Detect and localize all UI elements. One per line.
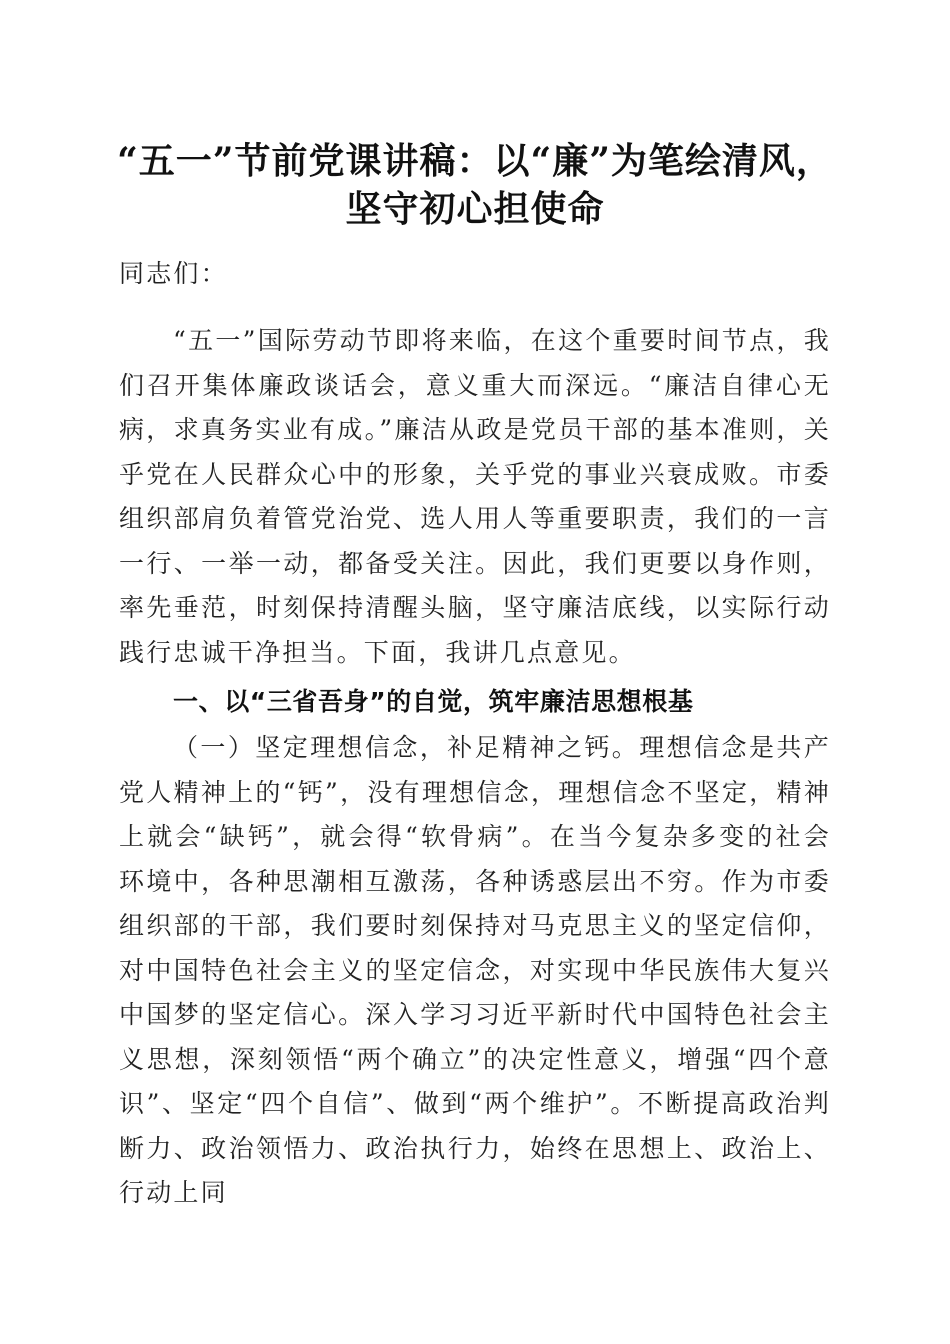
document-title-line-2: 坚守初心担使命 — [345, 188, 605, 230]
paragraph-intro: “五一”国际劳动节即将来临，在这个重要时间节点，我们召开集体廉政谈话会，意义重大而深远。“廉洁自律心无病，求真务实业有成。”廉洁从政是党员干部的基本准则，关乎党在人民群众心中的形象，关乎党的事业兴衰成败。市委组织部肩负着管党治党、选人用人等重要职责，我们的一言一行、一举一动，都备受关注。因此，我们更要以身作则，率先垂范，时刻保持清醒头脑，坚守廉洁底线，以实际行动践行忠诚干净担当。下面，我讲几点意见。 — [119, 326, 831, 667]
salutation: 同志们： — [119, 259, 228, 288]
document-title-line-1: “五一”节前党课讲稿：以“廉”为笔绘清风， — [117, 140, 833, 182]
section-heading-1: 一、以“三省吾身”的自觉，筑牢廉洁思想根基 — [173, 687, 694, 716]
paragraph-section-1-1: （一）坚定理想信念，补足精神之钙。理想信念是共产党人精神上的“钙”，没有理想信念，理想信念不坚定，精神上就会“缺钙”，就会得“软骨病”。在当今复杂多变的社会环境中，各种思潮相互激荡，各种诱惑层出不穷。作为市委组织部的干部，我们要时刻保持对马克思主义的坚定信仰，对中国特色社会主义的坚定信念，对实现中华民族伟大复兴中国梦的坚定信心。深入学习习近平新时代中国特色社会主义思想，深刻领悟“两个确立”的决定性意义，增强“四个意识”、坚定“四个自信”、做到“两个维护”。不断提高政治判断力、政治领悟力、政治执行力，始终在思想上、政治上、行动上同 — [119, 733, 831, 1207]
